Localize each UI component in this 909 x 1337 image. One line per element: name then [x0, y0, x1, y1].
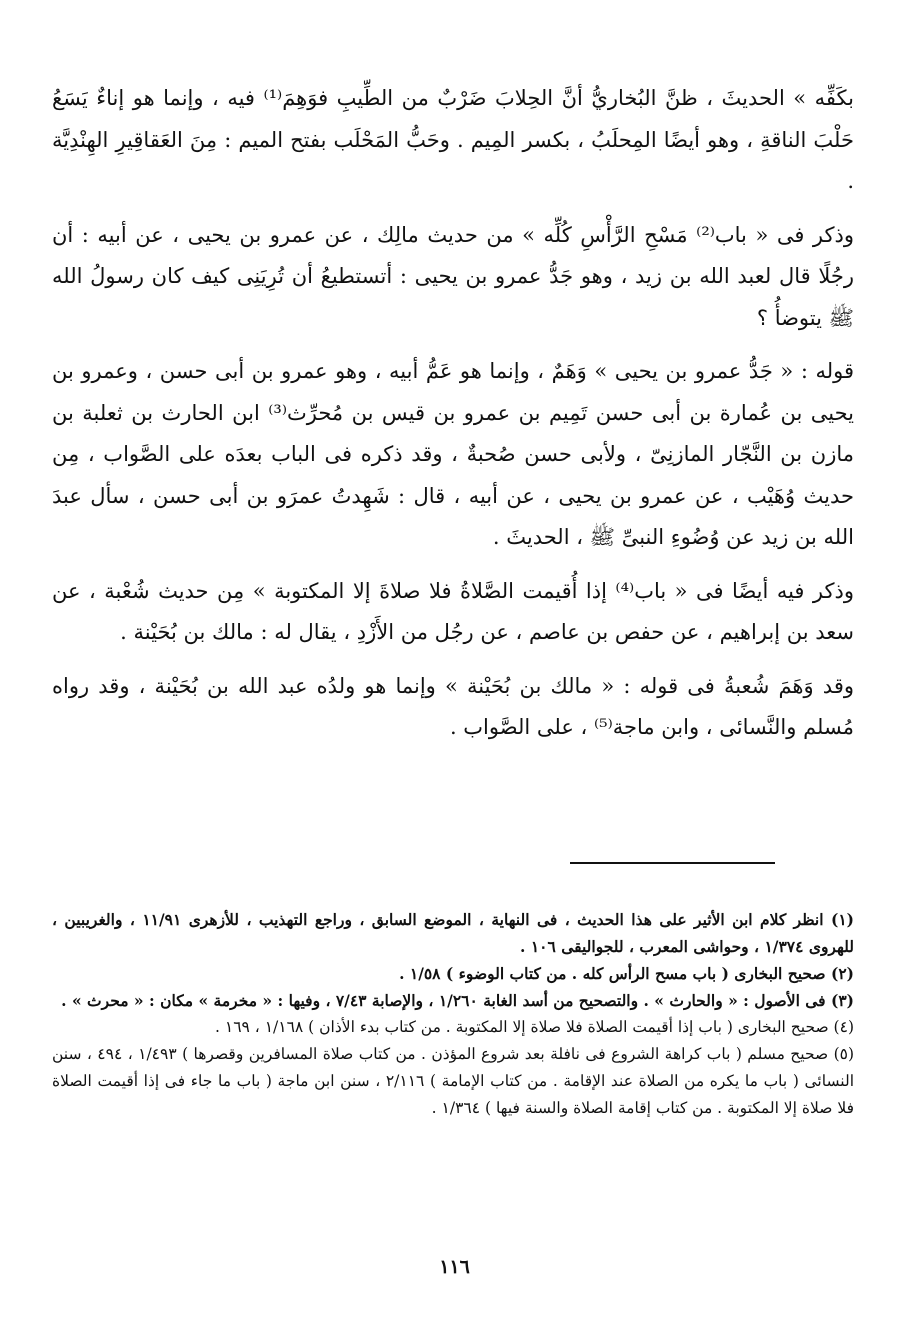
paragraph: وذكر فى « باب⁽²⁾ مَسْحِ الرَّأْسِ كُلِّه » من حديث مالِك ، عن عمرو بن يحيى ، عن أبيه : أن رجُلًا قال لعبد الله بن زيد ، وهو جَدُّ عمرو بن يحيى : أتستطيعُ أن تُرِيَنِى كيف كان رسولُ الله ﷺ يتوضأُ ؟	[52, 222, 854, 330]
footnote: (٥) صحيح مسلم ( باب كراهة الشروع فى نافلة بعد شروع المؤذن . من كتاب صلاة المسافرين وقصرها ) ١/٤٩٣ ، ٤٩٤ ، سنن النسائى ( باب ما يكره من الصلاة عند الإقامة . من كتاب الإمامة ) ٢/١١٦ ، سنن ابن ماجة ( باب ما جاء فى إذا أقيمت الصلاة فلا صلاة إلا المكتوبة . من كتاب إقامة الصلاة والسنة فيها ) ١/٣٦٤ .	[52, 1045, 855, 1117]
paragraph: قوله : « جَدُّ عمرو بن يحيى » وَهَمٌ ، وإنما هو عَمُّ أبيه ، وهو عمرو بن أبى حسن ، وعمرو بن يحيى بن عُمارة بن أبى حسن تَمِيم بن عمرو بن قيس بن مُحرِّث⁽³⁾ ابن الحارث بن ثعلبة بن مازن بن النَّجّار المازنِىّ ، ولأبى حسن صُحبةٌ ، وقد ذكره فى الباب بعدَه على الصَّواب ، مِن حديث وُهَيْب ، عن عمرو بن يحيى ، عن أبيه ، قال : شَهِدتُ عمرَو بن أبى حسن ، سأل عبدَ الله بن زيد عن وُضُوءِ النبىِّ ﷺ ، الحديثَ .	[52, 359, 854, 549]
main-text	[52, 78, 854, 761]
paragraph: بكَفِّه » الحديثَ ، ظنَّ البُخاريُّ أنَّ الحِلابَ ضَرْبٌ من الطِّيبِ فوَهِمَ⁽¹⁾ فيه ، وإنما هو إناءٌ يَسَعُ حَلْبَ الناقةِ ، وهو أيضًا المِحلَبُ ، بكسر المِيم . وحَبُّ المَحْلَب بفتح الميم : مِنَ العَقاقِيرِ الهِنْدِيَّة .	[52, 86, 854, 193]
paragraph: وذكر فيه أيضًا فى « باب⁽⁴⁾ إذا أُقيمت الصَّلاةُ فلا صلاةَ إلا المكتوبة » مِن حديث شُعْبة ، عن سعد بن إبراهيم ، عن حفص بن عاصم ، عن رجُل من الأَزْدِ ، يقال له : مالك بن بُحَيْنة .	[52, 578, 855, 644]
footnote: (٣) فى الأصول : « والحارث » . والتصحيح من أسد الغابة ١/٢٦٠ ، والإصابة ٧/٤٣ ، وفيها : « مخرمة » مكان : « محرث » .	[61, 991, 854, 1010]
footnotes	[52, 906, 854, 1122]
footnote: (١) انظر كلام ابن الأثير على هذا الحديث ، فى النهاية ، الموضع السابق ، وراجع التهذيب ، للأزهرى ١١/٩١ ، والغريبين ، للهروى ١/٣٧٤ ، وحواشى المعرب ، للجواليقى ١٠٦ .	[52, 910, 854, 956]
footnote: (٤) صحيح البخارى ( باب إذا أقيمت الصلاة فلا صلاة إلا المكتوبة . من كتاب بدء الأذان ) ١/١٦٨ ، ١٦٩ .	[215, 1018, 854, 1036]
paragraph: وقد وَهَمَ شُعبةُ فى قوله : « مالك بن بُحَيْنة » وإنما هو ولدُه عبد الله بن بُحَيْنة ، وقد رواه مُسلم والنَّسائى ، وابن ماجة⁽⁵⁾ ، على الصَّواب .	[52, 673, 854, 739]
footnote-separator	[570, 862, 775, 864]
page-number: ١١٦	[439, 1256, 470, 1278]
footnote: (٢) صحيح البخارى ( باب مسح الرأس كله . من كتاب الوضوء ) ١/٥٨ .	[399, 964, 854, 983]
